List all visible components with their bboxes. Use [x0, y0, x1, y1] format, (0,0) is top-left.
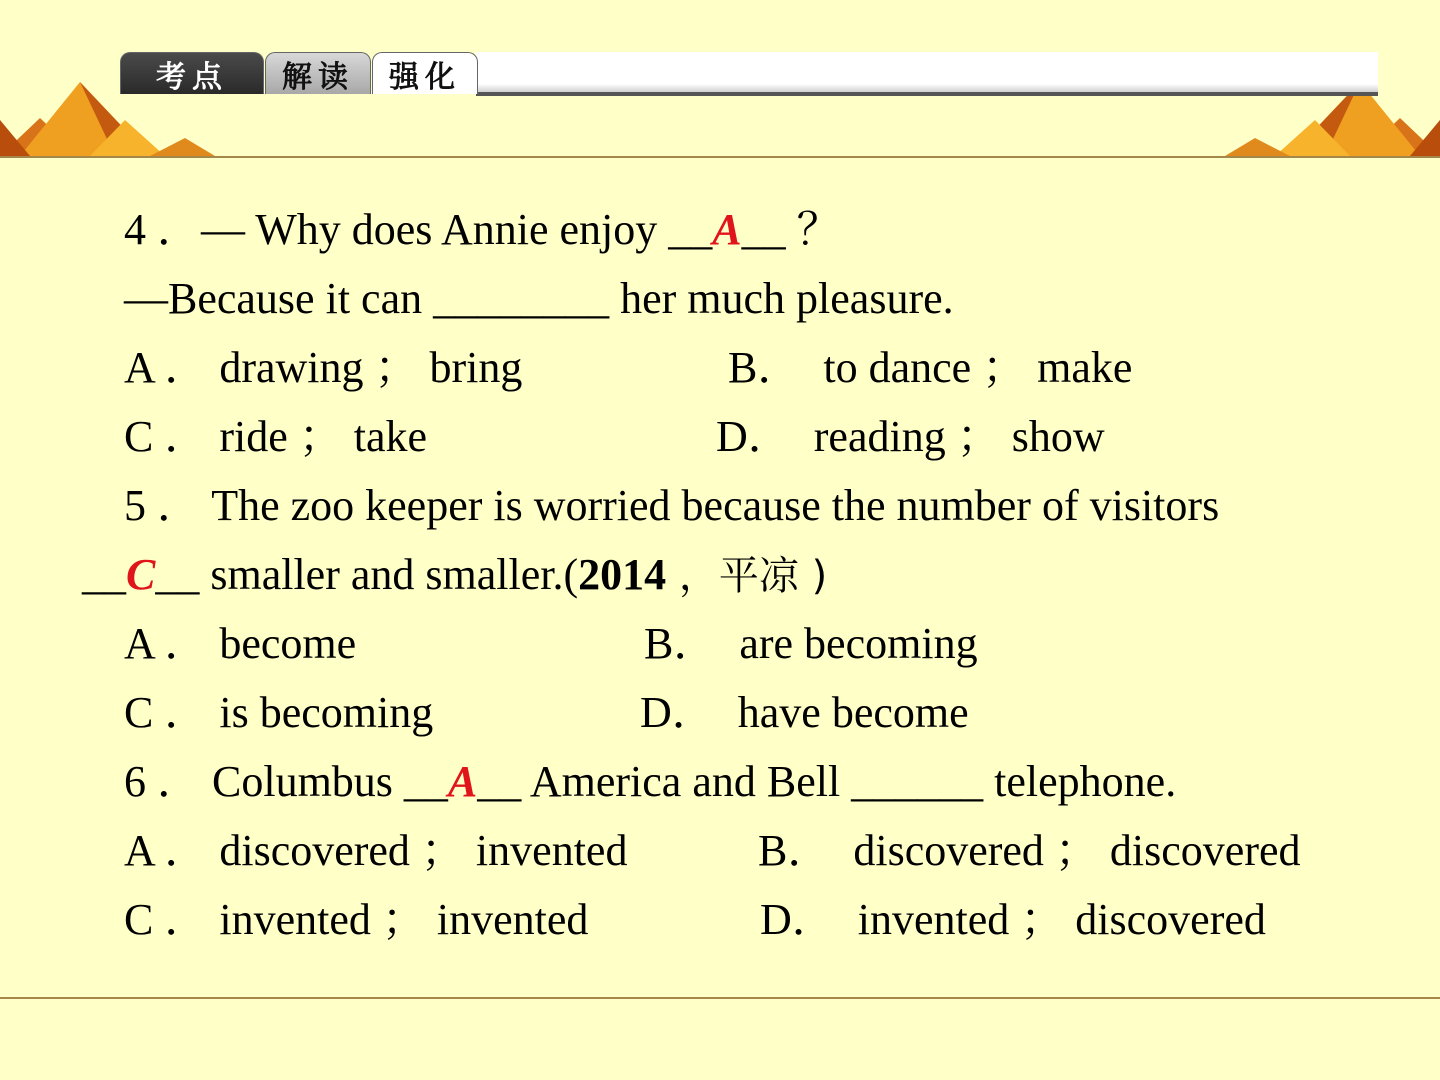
- q4-stem-end: __ ？: [741, 205, 841, 254]
- q6-option-c: C ． invented ； invented: [124, 895, 589, 944]
- q5-source: ，平凉 ): [666, 553, 828, 599]
- q5-line1: 5 ． The zoo keeper is worried because the number of visitors: [124, 481, 1220, 530]
- q6-option-a: A ． discovered ； invented: [124, 826, 628, 875]
- q6-stem-end: __ America and Bell ______ telephone.: [477, 757, 1177, 806]
- q4-option-c: C ． ride ； take: [124, 412, 428, 461]
- q5-line2: [82, 550, 827, 601]
- q6-stem: [124, 757, 1176, 807]
- tab-qianghua[interactable]: 强化: [372, 52, 478, 94]
- q4-answer: A: [712, 205, 742, 254]
- q6-option-d: D． invented ； discovered: [760, 895, 1266, 944]
- tab-kaodian[interactable]: 考点: [120, 52, 264, 94]
- q5-option-b: B． are becoming: [644, 619, 978, 668]
- q5-option-d: D． have become: [640, 688, 969, 737]
- q5-line2-text: __ smaller and smaller.(: [155, 550, 579, 599]
- q5-answer: C: [126, 550, 156, 599]
- q6-stem-text: 6 ． Columbus __: [124, 757, 448, 806]
- tab-bar-line: [476, 52, 1378, 96]
- q4-option-d: D． reading ； show: [716, 412, 1105, 461]
- q6-option-b: B． discovered ； discovered: [758, 826, 1301, 875]
- q5-year: 2014: [578, 550, 667, 599]
- q4-stem: [124, 205, 841, 255]
- q4-option-b: B． to dance ； make: [728, 343, 1133, 392]
- q4-option-a: A ． drawing ； bring: [124, 343, 523, 392]
- q5-option-c: C ． is becoming: [124, 688, 434, 737]
- tab-bar: [120, 52, 478, 96]
- bottom-divider: [0, 997, 1440, 999]
- q4-line2: —Because it can ________ her much pleasure.: [124, 274, 954, 323]
- q5-option-a: A ． become: [124, 619, 357, 668]
- q4-stem-text: 4 ．— Why does Annie enjoy __: [124, 205, 713, 254]
- q6-answer: A: [447, 757, 478, 806]
- top-divider: [0, 156, 1440, 158]
- q5-blank-pre: __: [82, 550, 126, 599]
- tab-jiedu[interactable]: 解读: [265, 52, 371, 94]
